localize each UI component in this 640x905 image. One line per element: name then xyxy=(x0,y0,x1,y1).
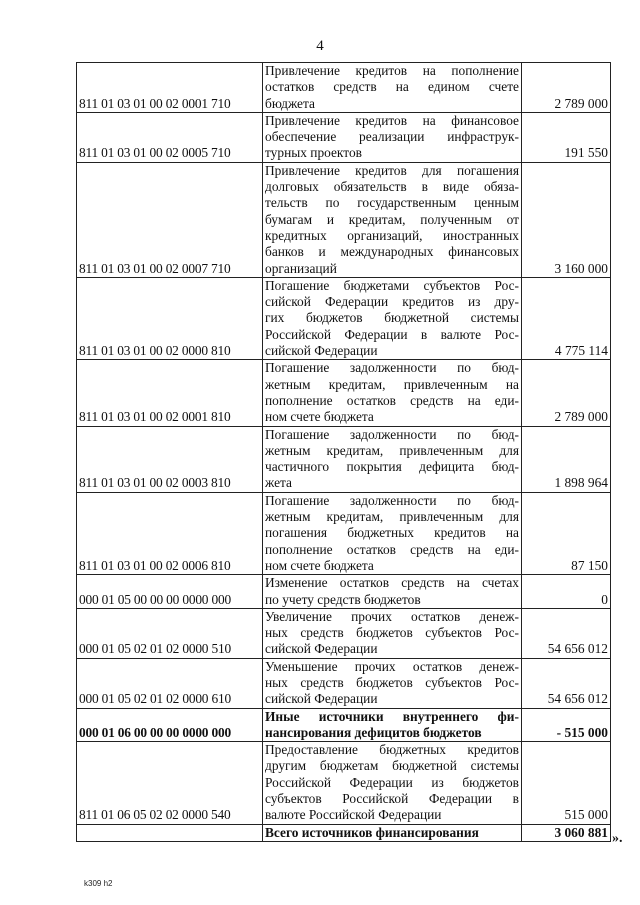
budget-code-cell: 811 01 06 05 02 02 0000 540 xyxy=(77,742,263,824)
table-row xyxy=(77,426,611,492)
description-line: жетным кредитам, привлеченным на xyxy=(265,376,519,392)
description-line: сийской Федерации xyxy=(265,343,378,359)
description-line: по учету средств бюджетов xyxy=(265,591,421,607)
amount-cell: 54 656 012 xyxy=(522,658,611,708)
description-cell xyxy=(263,426,522,492)
description-line: Уменьшение прочих остатков денеж- xyxy=(265,658,519,674)
description-cell xyxy=(263,608,522,658)
table-row xyxy=(77,608,611,658)
table-row xyxy=(77,742,611,824)
page-number: 4 xyxy=(316,38,324,54)
description-line: частичного покрытия дефицита бюд- xyxy=(265,459,519,475)
amount-cell: 54 656 012 xyxy=(522,608,611,658)
description-line: гих бюджетов бюджетной системы xyxy=(265,310,519,326)
amount-cell: 515 000 xyxy=(522,742,611,824)
description-line: другим бюджетам бюджетной системы xyxy=(265,758,519,774)
description-line: Российской Федерации в валюте Рос- xyxy=(265,326,519,342)
description-line: пополнение остатков средств на еди- xyxy=(265,392,519,408)
description-line: Привлечение кредитов для погашения xyxy=(265,162,519,178)
description-cell xyxy=(263,162,522,277)
amount-cell: 0 xyxy=(522,575,611,609)
closing-quote-mark: ». xyxy=(612,831,623,846)
table-row xyxy=(77,277,611,359)
description-line: бумагам и кредитам, полученным от xyxy=(265,211,519,227)
description-line: жета xyxy=(265,475,292,491)
budget-code-cell: 811 01 03 01 00 02 0001 810 xyxy=(77,360,263,426)
description-line: сийской Федерации кредитов из дру- xyxy=(265,294,519,310)
description-line: Иные источники внутреннего фи- xyxy=(265,708,519,724)
description-cell xyxy=(263,277,522,359)
description-line: пополнение остатков средств на еди- xyxy=(265,541,519,557)
document-footer-code: k309 h2 xyxy=(84,879,113,888)
description-cell xyxy=(263,658,522,708)
budget-code-cell: 811 01 03 01 00 02 0001 710 xyxy=(77,63,263,113)
description-line: ных средств бюджетов субъектов Рос- xyxy=(265,625,519,641)
budget-code-cell xyxy=(77,824,263,841)
description-cell xyxy=(263,708,522,742)
description-line: жетным кредитам, привлеченным для xyxy=(265,442,519,458)
description-line: нансирования дефицитов бюджетов xyxy=(265,724,482,740)
description-cell xyxy=(263,360,522,426)
description-line: ном счете бюджета xyxy=(265,557,374,573)
description-line: обеспечение реализации инфраструк- xyxy=(265,129,519,145)
description-line: Погашение бюджетами субъектов Рос- xyxy=(265,277,519,293)
description-line: Погашение задолженности по бюд- xyxy=(265,426,519,442)
table-row xyxy=(77,575,611,609)
description-line: жетным кредитам, привлеченным для xyxy=(265,509,519,525)
description-line: банков и международных финансовых xyxy=(265,244,519,260)
description-line: ных средств бюджетов субъектов Рос- xyxy=(265,674,519,690)
budget-code-cell: 000 01 05 00 00 00 0000 000 xyxy=(77,575,263,609)
table-row xyxy=(77,492,611,574)
budget-code-cell: 000 01 05 02 01 02 0000 510 xyxy=(77,608,263,658)
description-cell xyxy=(263,824,522,841)
description-line: Увеличение прочих остатков денеж- xyxy=(265,608,519,624)
description-line: остатков средств на едином счете xyxy=(265,79,519,95)
description-line: Предоставление бюджетных кредитов xyxy=(265,742,519,758)
amount-cell: 3 160 000 xyxy=(522,162,611,277)
description-line: субъектов Российской Федерации в xyxy=(265,791,519,807)
description-line: сийской Федерации xyxy=(265,691,378,707)
amount-cell: 191 550 xyxy=(522,112,611,162)
amount-cell: 2 789 000 xyxy=(522,63,611,113)
description-line: валюте Российской Федерации xyxy=(265,807,442,823)
table-row xyxy=(77,824,611,841)
description-line: турных проектов xyxy=(265,145,362,161)
budget-code-cell: 811 01 03 01 00 02 0007 710 xyxy=(77,162,263,277)
budget-code-cell: 000 01 06 00 00 00 0000 000 xyxy=(77,708,263,742)
amount-cell: 3 060 881 xyxy=(522,824,611,841)
description-cell xyxy=(263,742,522,824)
amount-cell: 1 898 964 xyxy=(522,426,611,492)
description-cell xyxy=(263,63,522,113)
description-line: сийской Федерации xyxy=(265,641,378,657)
description-line: тельств по государственным ценным xyxy=(265,195,519,211)
budget-code-cell: 811 01 03 01 00 02 0005 710 xyxy=(77,112,263,162)
budget-sources-table xyxy=(76,62,611,842)
description-line: бюджета xyxy=(265,95,315,111)
description-line: Погашение задолженности по бюд- xyxy=(265,360,519,376)
description-line: кредитных организаций, иностранных xyxy=(265,227,519,243)
amount-cell: 4 775 114 xyxy=(522,277,611,359)
budget-code-cell: 000 01 05 02 01 02 0000 610 xyxy=(77,658,263,708)
description-cell xyxy=(263,492,522,574)
description-line: Изменение остатков средств на счетах xyxy=(265,575,519,591)
description-line: Привлечение кредитов на пополнение xyxy=(265,63,519,78)
description-line: долговых обязательств в виде обяза- xyxy=(265,179,519,195)
description-cell xyxy=(263,112,522,162)
table-row xyxy=(77,112,611,162)
description-line: организаций xyxy=(265,260,337,276)
description-line: Привлечение кредитов на финансовое xyxy=(265,112,519,128)
budget-code-cell: 811 01 03 01 00 02 0003 810 xyxy=(77,426,263,492)
table-row xyxy=(77,162,611,277)
amount-cell: 2 789 000 xyxy=(522,360,611,426)
description-cell xyxy=(263,575,522,609)
amount-cell: - 515 000 xyxy=(522,708,611,742)
description-line: Всего источников финансирования xyxy=(265,824,479,840)
table-row xyxy=(77,708,611,742)
description-line: Российской Федерации из бюджетов xyxy=(265,774,519,790)
description-line: Погашение задолженности по бюд- xyxy=(265,492,519,508)
table-row xyxy=(77,658,611,708)
amount-cell: 87 150 xyxy=(522,492,611,574)
description-line: ном счете бюджета xyxy=(265,409,374,425)
table-row xyxy=(77,360,611,426)
budget-code-cell: 811 01 03 01 00 02 0000 810 xyxy=(77,277,263,359)
table-row xyxy=(77,63,611,113)
budget-code-cell: 811 01 03 01 00 02 0006 810 xyxy=(77,492,263,574)
description-line: погашения бюджетных кредитов на xyxy=(265,525,519,541)
